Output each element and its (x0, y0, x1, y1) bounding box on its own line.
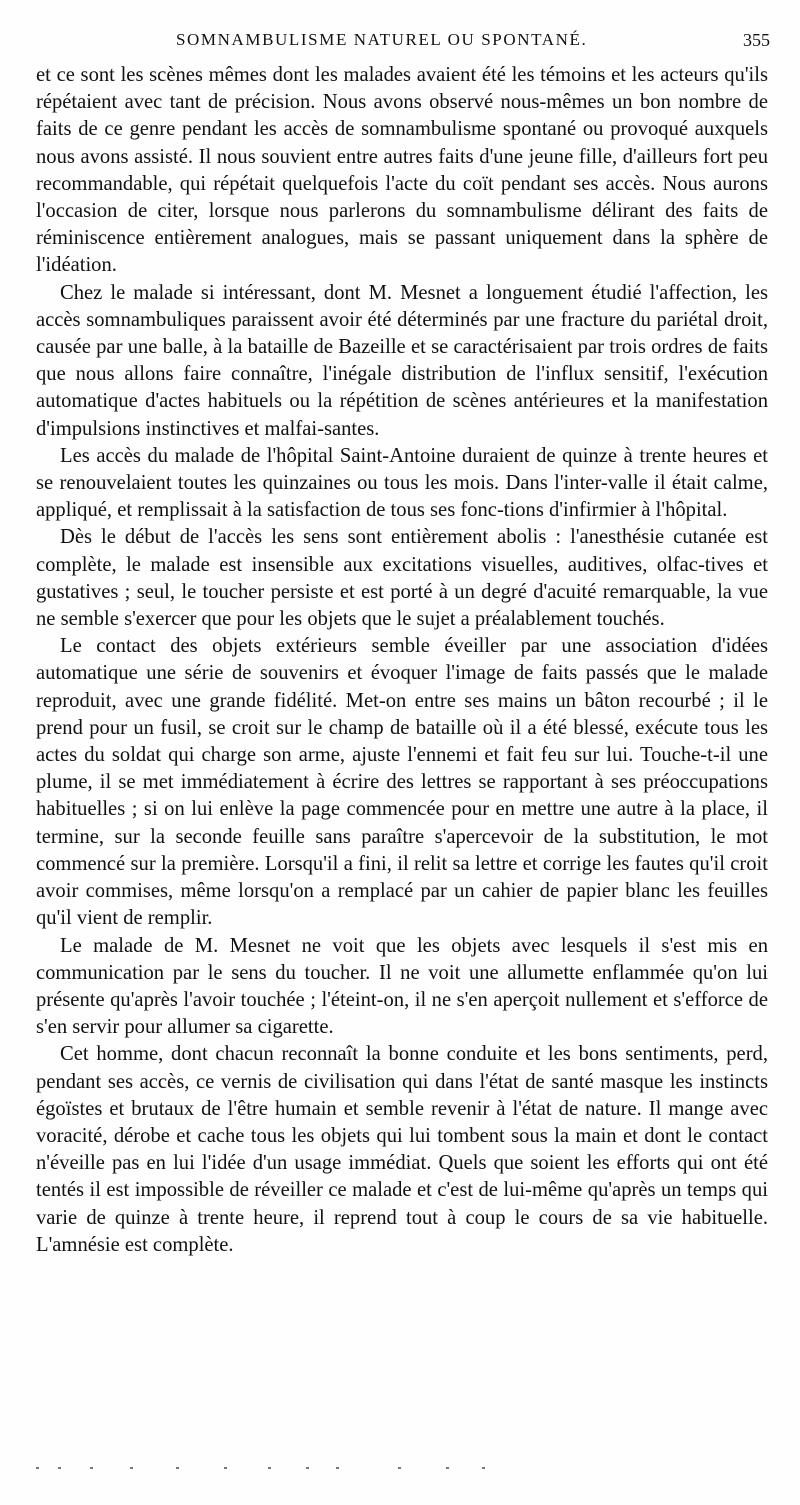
speck (306, 1467, 309, 1469)
speck (36, 1467, 39, 1469)
paragraph-1: et ce sont les scènes mêmes dont les malades avaient été les témoins et les acteurs qu'ils répétaient avec tant de précision. Nous avons observé nous-mêmes un bon nombre de faits de ce genre pendant les accès de somnambulisme spontané ou provoqué auxquels nous avons assisté. Il nous souvient entre autres faits d'une jeune fille, d'ailleurs fort peu recommandable, qui répétait quelquefois l'acte du coït pendant ses accès. Nous aurons l'occasion de citer, lorsque nous parlerons du somnambulisme délirant des faits de réminiscence entièrement analogues, mais se passant uniquement dans la sphère de l'idéation. (36, 64, 768, 277)
paragraph-4: Dès le début de l'accès les sens sont entièrement abolis : l'anesthésie cutanée est complète, le malade est insensible aux excitations visuelles, auditives, olfac-tives et gustatives ; seul, le toucher persiste et est porté à un degré d'acuité remarquable, la vue ne semble s'exercer que pour les objets que le sujet a préalablement touchés. (36, 526, 768, 631)
paragraph-7: Cet homme, dont chacun reconnaît la bonne conduite et les bons sentiments, perd, pendant ses accès, ce vernis de civilisation qui dans l'état de santé masque les instincts égoïstes et brutaux de l'être humain et semble revenir à l'état de nature. Il mange avec voracité, dérobe et cache tous les objets qui lui tombent sous la main et dont le contact n'éveille pas en lui l'idée d'un usage immédiat. Quels que soient les efforts qui ont été tentés il est impossible de réveiller ce malade et c'est de lui-même qu'après un temps qui varie de quinze à trente heure, il reprend tout à coup le cours de sa vie habituelle. L'amnésie est complète. (36, 1043, 768, 1256)
paragraph-3: Les accès du malade de l'hôpital Saint-Antoine duraient de quinze à trente heures et se renouvelaient toutes les quinzaines ou tous les mois. Dans l'inter-valle il était calme, appliqué, et remplissait à la satisfaction de tous ses fonc-tions d'infirmier à l'hôpital. (36, 444, 768, 522)
speck (446, 1467, 449, 1469)
paragraph-6: Le malade de M. Mesnet ne voit que les objets avec lesquels il s'est mis en communication par le sens du toucher. Il ne voit une allumette enflammée qu'on lui présente qu'après l'avoir touchée ; l'éteint-on, il ne s'en aperçoit nullement et s'efforce de s'en servir pour allumer sa cigarette. (36, 934, 768, 1039)
paragraph-5: Le contact des objets extérieurs semble éveiller par une association d'idées automatique une série de souvenirs et évoquer l'image de faits passés que le malade reproduit, avec une grande fidélité. Met-on entre ses mains un bâton recourbé ; il le prend pour un fusil, se croit sur le champ de bataille où il a été blessé, exécute tous les actes du soldat qui charge son arme, ajuste l'ennemi et fait feu sur lui. Touche-t-il une plume, il se met immédiatement à écrire des lettres se rapportant à ses préoccupations habituelles ; si on lui enlève la page commencée pour en mettre une autre à la place, il termine, sur la seconde feuille sans paraître s'apercevoir de la substitution, le mot commencé sur la première. Lorsqu'il a fini, il relit sa lettre et corrige les fautes qu'il croit avoir commises, même lorsqu'on a remplacé par un cahier de papier blanc les feuilles qu'il vient de remplir. (36, 635, 768, 930)
running-head-title: SOMNAMBULISME NATUREL OU SPONTANÉ. (176, 30, 588, 49)
speck (268, 1467, 271, 1469)
print-specks (36, 1467, 516, 1473)
paragraph-2: Chez le malade si intéressant, dont M. Mesnet a longuement étudié l'affection, les accès somnambuliques paraissent avoir été déterminés par une fracture du pariétal droit, causée par une balle, à la bataille de Bazeille et se caractérisaient par trois ordres de faits que nous allons faire connaître, l'inégale distribution de l'influx sensitif, l'exécution automatique d'actes habituels ou la répétition de scènes antérieures et la manifestation d'impulsions instinctives et malfai-santes. (36, 281, 768, 440)
speck (398, 1467, 401, 1469)
running-head (36, 30, 770, 58)
speck (58, 1467, 61, 1469)
speck (224, 1467, 227, 1469)
speck (482, 1467, 485, 1469)
body-text (36, 62, 768, 1259)
speck (130, 1467, 133, 1469)
speck (336, 1467, 339, 1469)
page-number: 355 (743, 30, 770, 50)
speck (176, 1467, 179, 1469)
speck (90, 1467, 93, 1469)
